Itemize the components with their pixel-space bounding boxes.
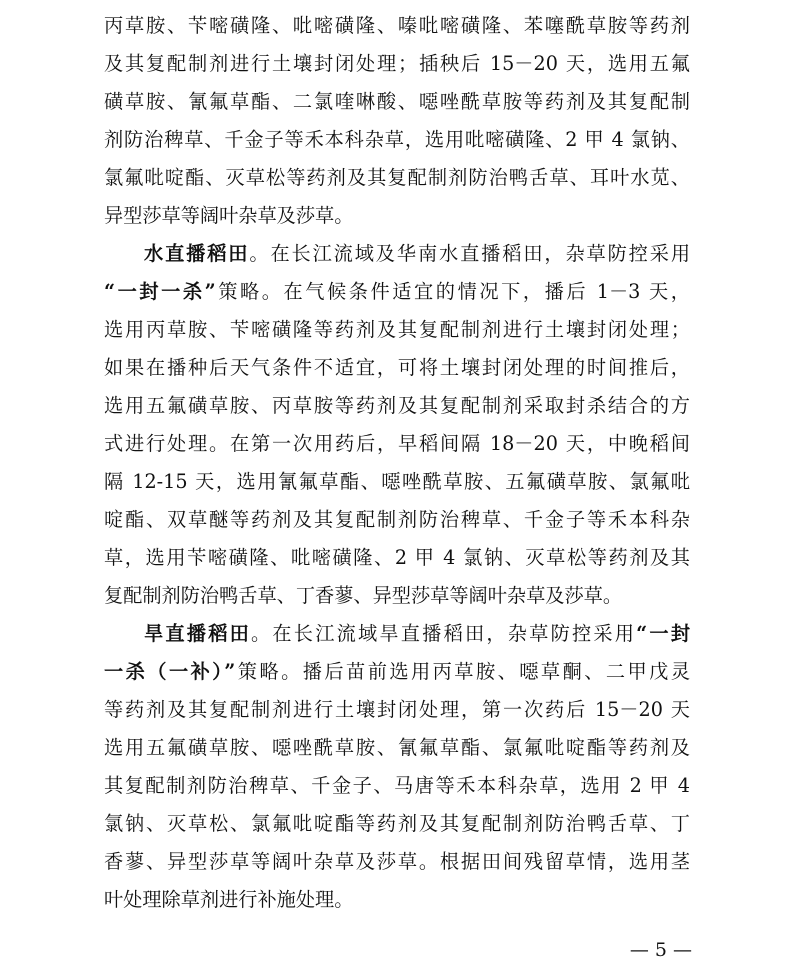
text-line: 选用五氟磺草胺、噁唑酰草胺、氰氟草酯、氯氟吡啶酯等药剂及	[104, 736, 690, 759]
text-line	[104, 655, 690, 689]
text-line: 异型莎草等阔叶杂草及莎草。	[104, 204, 354, 227]
strategy-name: “一封一杀”	[104, 280, 216, 303]
strategy-name: 一杀（一补）”	[104, 660, 236, 683]
text-line: 等药剂及其复配制剂进行土壤封闭处理，第一次药后 15－20 天	[104, 698, 690, 721]
intro-text: 。在长江流域旱直播稻田，杂草防控采用	[251, 622, 637, 645]
text-line: 隔 12-15 天，选用氰氟草酯、噁唑酰草胺、五氟磺草胺、氯氟吡	[104, 470, 690, 493]
text-line: 剂防治稗草、千金子等禾本科杂草，选用吡嘧磺隆、2 甲 4 氯钠、	[104, 128, 690, 151]
text-line: 选用五氟磺草胺、丙草胺等药剂及其复配制剂采取封杀结合的方	[104, 394, 690, 417]
page-number: — 5 —	[629, 939, 692, 961]
text-line: 选用丙草胺、苄嘧磺隆等药剂及其复配制剂进行土壤封闭处理；	[104, 318, 690, 341]
section-heading-dry-direct: 旱直播稻田	[144, 622, 251, 645]
text-line: 及其复配制剂进行土壤封闭处理；插秧后 15－20 天，选用五氟	[104, 52, 690, 75]
section-intro-water-direct: 。在长江流域及华南水直播稻田，杂草防控采用	[249, 242, 690, 265]
strategy-description: 策略。在气候条件适宜的情况下，播后 1－3 天，	[215, 280, 690, 303]
text-line: 啶酯、双草醚等药剂及其复配制剂防治稗草、千金子等禾本科杂	[104, 508, 690, 531]
text-line: 如果在播种后天气条件不适宜，可将土壤封闭处理的时间推后，	[104, 356, 690, 379]
section-water-direct-first-line	[144, 237, 690, 271]
strategy-description: 策略。播后苗前选用丙草胺、噁草酮、二甲戊灵	[235, 660, 690, 683]
text-line: 氯钠、灭草松、氯氟吡啶酯等药剂及其复配制剂防治鸭舌草、丁	[104, 812, 690, 835]
text-line: 丙草胺、苄嘧磺隆、吡嘧磺隆、嗪吡嘧磺隆、苯噻酰草胺等药剂	[104, 14, 690, 37]
text-line: 草，选用苄嘧磺隆、吡嘧磺隆、2 甲 4 氯钠、灭草松等药剂及其	[104, 546, 690, 569]
text-line: 复配制剂防治鸭舌草、丁香蓼、异型莎草等阔叶杂草及莎草。	[104, 584, 623, 607]
text-line: 氯氟吡啶酯、灭草松等药剂及其复配制剂防治鸭舌草、耳叶水苋、	[104, 166, 690, 189]
text-line: 磺草胺、氰氟草酯、二氯喹啉酸、噁唑酰草胺等药剂及其复配制	[104, 90, 690, 113]
text-line: 式进行处理。在第一次用药后，早稻间隔 18－20 天，中晚稻间	[104, 432, 690, 455]
text-line	[104, 275, 690, 309]
section-heading-water-direct: 水直播稻田	[144, 242, 250, 265]
text-line: 其复配制剂防治稗草、千金子、马唐等禾本科杂草，选用 2 甲 4	[104, 774, 690, 797]
text-line: 叶处理除草剂进行补施处理。	[104, 888, 354, 911]
strategy-name-start: “一封	[636, 622, 690, 645]
section-dry-direct-first-line	[144, 617, 690, 651]
text-line: 香蓼、异型莎草等阔叶杂草及莎草。根据田间残留草情，选用茎	[104, 850, 690, 873]
section-intro-dry-direct	[251, 622, 690, 645]
